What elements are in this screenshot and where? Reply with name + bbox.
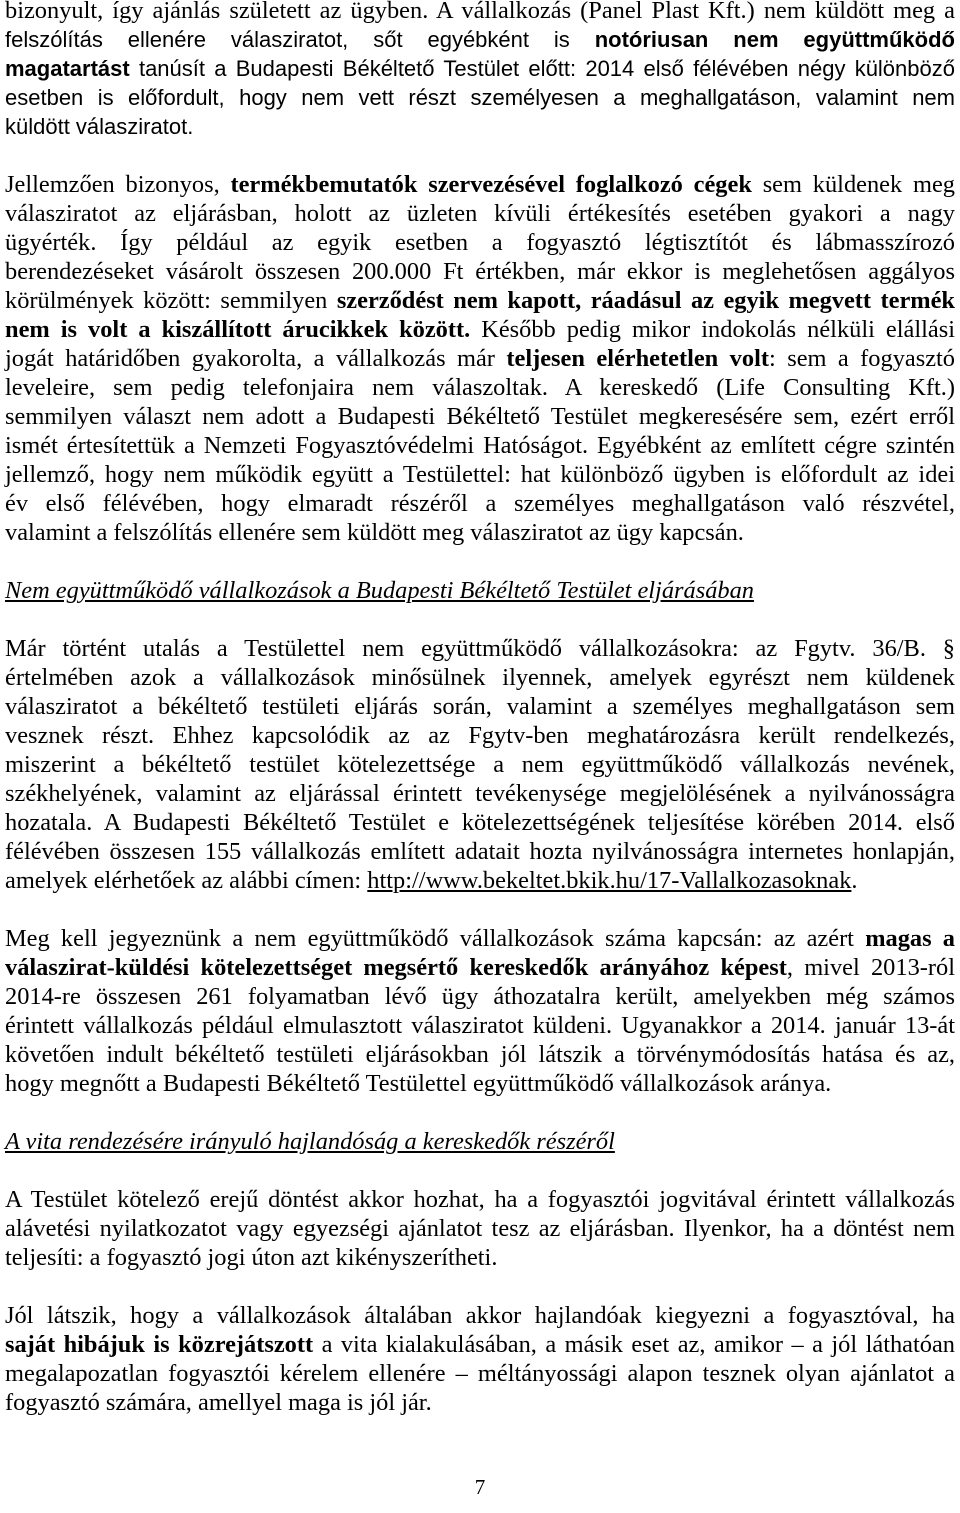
text-line	[5, 315, 955, 344]
text-line	[5, 750, 955, 779]
text-run: tanúsít a Budapesti Békéltető Testület előtt: 2014 első félévében négy különböző	[129, 56, 955, 81]
text-run: válasziratot a békéltető testületi eljárás során, valamint a személyes meghallgatáson sem	[5, 693, 955, 720]
text-run: jellemző, hogy nem működik együtt a Testülettel: hat különböző ügyben is előfordult az idei	[5, 461, 955, 488]
text-line	[5, 112, 955, 141]
text-line	[5, 228, 955, 257]
text-run: értelmében azok a vállalkozások minősülnek ilyennek, amelyek egyrészt nem küldenek	[5, 664, 955, 691]
text-line	[5, 402, 955, 431]
text-run: Később pedig mikor indokolás nélküli elállási	[470, 316, 955, 343]
section-heading-text: A vita rendezésére irányuló hajlandóság a kereskedők részéről	[5, 1128, 615, 1155]
text-line	[5, 25, 955, 54]
text-line	[5, 54, 955, 83]
text-run: amelyek elérhetőek az alábbi címen:	[5, 867, 368, 894]
paragraph-panel-plast	[5, 0, 955, 141]
bold-text: notóriusan nem együttműködő	[594, 27, 955, 52]
bold-text: szerződést nem kapott, ráadásul az egyik megvett termék	[336, 287, 955, 314]
paragraph-fgytv	[5, 634, 955, 895]
text-line	[5, 924, 955, 953]
text-run: körülmények között: semmilyen	[5, 287, 337, 314]
bold-text: teljesen elérhetetlen volt	[506, 345, 769, 372]
text-line	[5, 1301, 955, 1330]
document-body	[5, 0, 955, 1446]
text-line	[5, 1214, 955, 1243]
text-run: Jellemzően bizonyos,	[5, 171, 231, 198]
text-run: félévében összesen 155 vállalkozás említett adatait hozta nyilvánosságra internetes honlapján,	[5, 838, 955, 865]
text-run: hozatala. A Budapesti Békéltető Testület e kötelezettségének teljesítése körében 2014. első	[5, 809, 955, 836]
text-run: ügyérték. Így például az egyik esetben a fogyasztó légtisztítót és lábmasszírozó	[5, 229, 955, 256]
text-line	[5, 808, 955, 837]
paragraph-megjegyzes	[5, 924, 955, 1098]
text-run: miszerint a békéltető testület kötelezettsége a nem együttműködő vállalkozás nevének,	[5, 751, 955, 778]
text-line	[5, 373, 955, 402]
text-line	[5, 1185, 955, 1214]
text-run: Meg kell jegyeznünk a nem együttműködő vállalkozások száma kapcsán: az azért	[5, 925, 866, 952]
section-heading-text: Nem együttműködő vállalkozások a Budapesti Békéltető Testület eljárásában	[5, 577, 754, 604]
text-line	[5, 1011, 955, 1040]
text-run: a vita kialakulásában, a másik eset az, amikor – a jól láthatóan	[313, 1331, 955, 1358]
text-run: hogy megnőtt a Budapesti Békéltető Testülettel együttműködő vállalkozások aránya.	[5, 1070, 832, 1097]
text-line	[5, 83, 955, 112]
bold-text: termékbemutatók szervezésével foglalkozó cégek	[230, 171, 752, 198]
text-line	[5, 779, 955, 808]
text-line	[5, 199, 955, 228]
text-run: megalapozatlan fogyasztói kérelem ellenére – méltányossági alapon tesznek olyan ajánlatot a	[5, 1360, 955, 1387]
text-run: székhelyének, valamint az eljárással érintett tevékenysége megjelölésének a nyilvánosságra	[5, 780, 955, 807]
paragraph-termekbemutatok	[5, 170, 955, 547]
text-run: : sem a fogyasztó	[768, 345, 956, 372]
text-line	[5, 257, 955, 286]
page-number: 7	[474, 1475, 486, 1499]
text-line	[5, 953, 955, 982]
text-run: alávetési nyilatkozatot vagy egyezségi ajánlatot tesz az eljárásban. Ilyenkor, ha a döntést nem	[5, 1215, 955, 1242]
text-run: berendezéseket vásárolt összesen 200.000 Ft értékben, már ekkor is meglehetősen aggályos	[5, 258, 955, 285]
text-run: év első félévében, hogy elmaradt részéről a személyes meghallgatáson való részvétel,	[5, 490, 955, 517]
text-line	[5, 1040, 955, 1069]
text-run: követően indult békéltető testületi eljárásokban jól látszik a törvénymódosítás hatása és az,	[5, 1041, 955, 1068]
text-line	[5, 866, 955, 895]
text-line	[5, 460, 955, 489]
text-run: semmilyen választ nem adott a Budapesti Békéltető Testület megkeresésére sem, ezért erről	[5, 403, 955, 430]
text-run: küldött válasziratot.	[5, 114, 194, 139]
text-line	[5, 1388, 955, 1417]
text-line	[5, 692, 955, 721]
text-run: A Testület kötelező erejű döntést akkor hozhat, ha a fogyasztói jogvitával érintett vállalkozás	[5, 1186, 955, 1213]
text-run: , mivel 2013-ról	[786, 954, 955, 981]
text-line	[5, 1243, 955, 1272]
text-line	[5, 518, 955, 547]
text-run: sem küldenek meg	[751, 171, 955, 198]
paragraph-hajlandosag	[5, 1301, 955, 1417]
paragraph-kotelezo-dontes	[5, 1185, 955, 1272]
text-run: érintett vállalkozás például elmulasztott válasziratot küldeni. Ugyanakkor a 2014. január 13-át	[5, 1012, 955, 1039]
text-line	[5, 837, 955, 866]
text-run: esetben is előfordult, hogy nem vett részt személyesen a meghallgatáson, valamint nem	[5, 85, 955, 110]
bold-text: nem is volt a kiszállított árucikkek között.	[5, 316, 471, 343]
website-link[interactable]: http://www.bekeltet.bkik.hu/17-Vallalkozasoknak	[367, 867, 852, 894]
text-run: jogát határidőben gyakorolta, a vállalkozás már	[5, 345, 507, 372]
text-run: vesznek részt. Ehhez kapcsolódik az az Fgytv-ben meghatározásra került rendelkezés,	[5, 722, 955, 749]
text-line	[5, 634, 955, 663]
text-line	[5, 1330, 955, 1359]
text-line	[5, 663, 955, 692]
text-run: 2014-re összesen 261 folyamatban lévő ügy áthozatalra került, amelyekben még számos	[5, 983, 955, 1010]
text-line	[5, 982, 955, 1011]
text-line	[5, 489, 955, 518]
bold-text: magas a	[865, 925, 955, 952]
text-run: Jól látszik, hogy a vállalkozások általában akkor hajlandóak kiegyezni a fogyasztóval, ha	[5, 1302, 955, 1329]
text-line	[5, 286, 955, 315]
bold-text: saját hibájuk is közrejátszott	[5, 1331, 314, 1358]
text-line	[5, 431, 955, 460]
bold-text: magatartást	[5, 56, 130, 81]
text-run: fogyasztó számára, amellyel maga is jól jár.	[5, 1389, 432, 1416]
text-line	[5, 0, 955, 25]
text-run: .	[851, 867, 858, 894]
text-line	[5, 721, 955, 750]
text-run: Már történt utalás a Testülettel nem együttműködő vállalkozásokra: az Fgytv. 36/B. §	[5, 635, 955, 662]
text-line	[5, 344, 955, 373]
text-run: leveleire, sem pedig telefonjaira nem válaszoltak. A kereskedő (Life Consulting Kft.)	[5, 374, 955, 401]
text-line	[5, 170, 955, 199]
bold-text: válaszirat-küldési kötelezettséget megsértő kereskedők arányához képest	[5, 954, 787, 981]
text-line	[5, 1069, 955, 1098]
section-heading-nem-egyuttmukodo	[5, 576, 955, 605]
text-run: válasziratot az eljárásban, holott az üzleten kívüli értékesítés esetében gyakori a nagy	[5, 200, 955, 227]
text-line	[5, 1359, 955, 1388]
text-run: felszólítás ellenére válasziratot, sőt egyébként is	[5, 27, 595, 52]
text-run: teljesíti: a fogyasztó jogi úton azt kikényszerítheti.	[5, 1244, 498, 1271]
text-run: bizonyult, így ajánlás született az ügyben. A vállalkozás (Panel Plast Kft.) nem küldött meg a	[5, 0, 955, 24]
section-heading-vita-rendezese	[5, 1127, 955, 1156]
text-run: ismét értesítettük a Nemzeti Fogyasztóvédelmi Hatóságot. Egyébként az említett cégre szintén	[5, 432, 955, 459]
text-run: valamint a felszólítás ellenére sem küldött meg válasziratot az ügy kapcsán.	[5, 519, 744, 546]
